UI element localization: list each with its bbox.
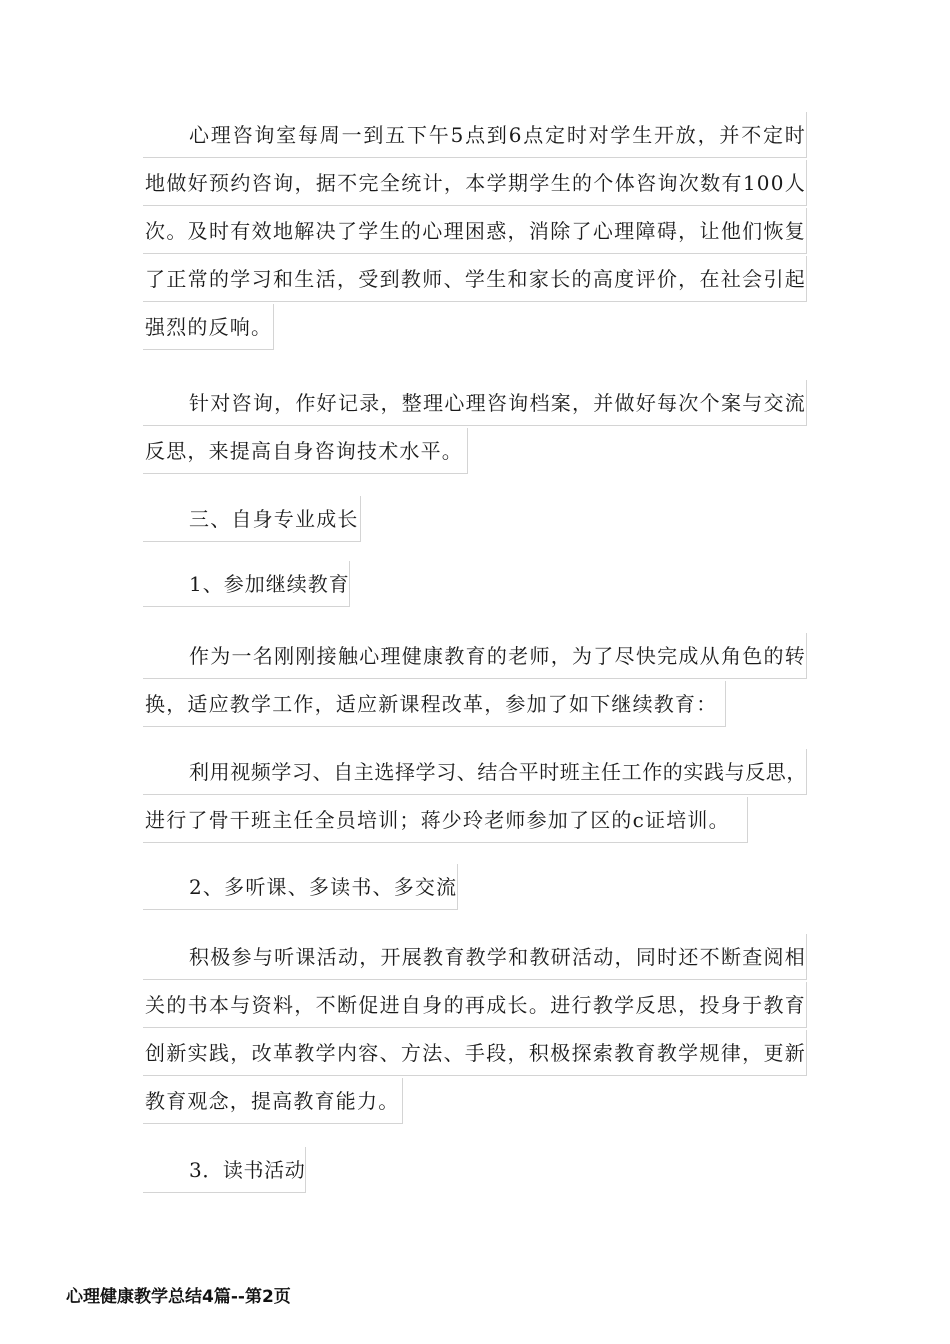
section-heading: 三、自身专业成长 — [143, 496, 361, 542]
paragraph-line: 创新实践，改革教学内容、方法、手段，积极探索教育教学规律，更新 — [143, 1030, 807, 1076]
paragraph-line: 了正常的学习和生活，受到教师、学生和家长的高度评价，在社会引起 — [143, 256, 807, 302]
subsection-heading: 3．读书活动 — [143, 1147, 306, 1193]
paragraph-line: 换，适应教学工作，适应新课程改革，参加了如下继续教育： — [143, 681, 726, 727]
paragraph-line: 关的书本与资料，不断促进自身的再成长。进行教学反思，投身于教育 — [143, 982, 807, 1028]
subsection-heading: 1、参加继续教育 — [143, 561, 350, 607]
paragraph-line: 针对咨询，作好记录，整理心理咨询档案，并做好每次个案与交流 — [143, 380, 807, 426]
paragraph-line: 教育观念，提高教育能力。 — [143, 1078, 403, 1124]
paragraph-line: 心理咨询室每周一到五下午5点到6点定时对学生开放，并不定时 — [143, 112, 807, 158]
paragraph-line: 利用视频学习、自主选择学习、结合平时班主任工作的实践与反思， — [143, 749, 807, 795]
paragraph-line: 强烈的反响。 — [143, 304, 274, 350]
page-footer: 心理健康教学总结4篇--第2页 — [66, 1287, 291, 1307]
subsection-heading: 2、多听课、多读书、多交流 — [143, 864, 458, 910]
paragraph-line: 积极参与听课活动，开展教育教学和教研活动，同时还不断查阅相 — [143, 934, 807, 980]
paragraph-line: 次。及时有效地解决了学生的心理困惑，消除了心理障碍，让他们恢复 — [143, 208, 807, 254]
paragraph-line: 进行了骨干班主任全员培训；蒋少玲老师参加了区的c证培训。 — [143, 797, 748, 843]
paragraph-line: 反思，来提高自身咨询技术水平。 — [143, 428, 468, 474]
paragraph-line: 地做好预约咨询，据不完全统计，本学期学生的个体咨询次数有100人 — [143, 160, 807, 206]
paragraph-line: 作为一名刚刚接触心理健康教育的老师，为了尽快完成从角色的转 — [143, 633, 807, 679]
